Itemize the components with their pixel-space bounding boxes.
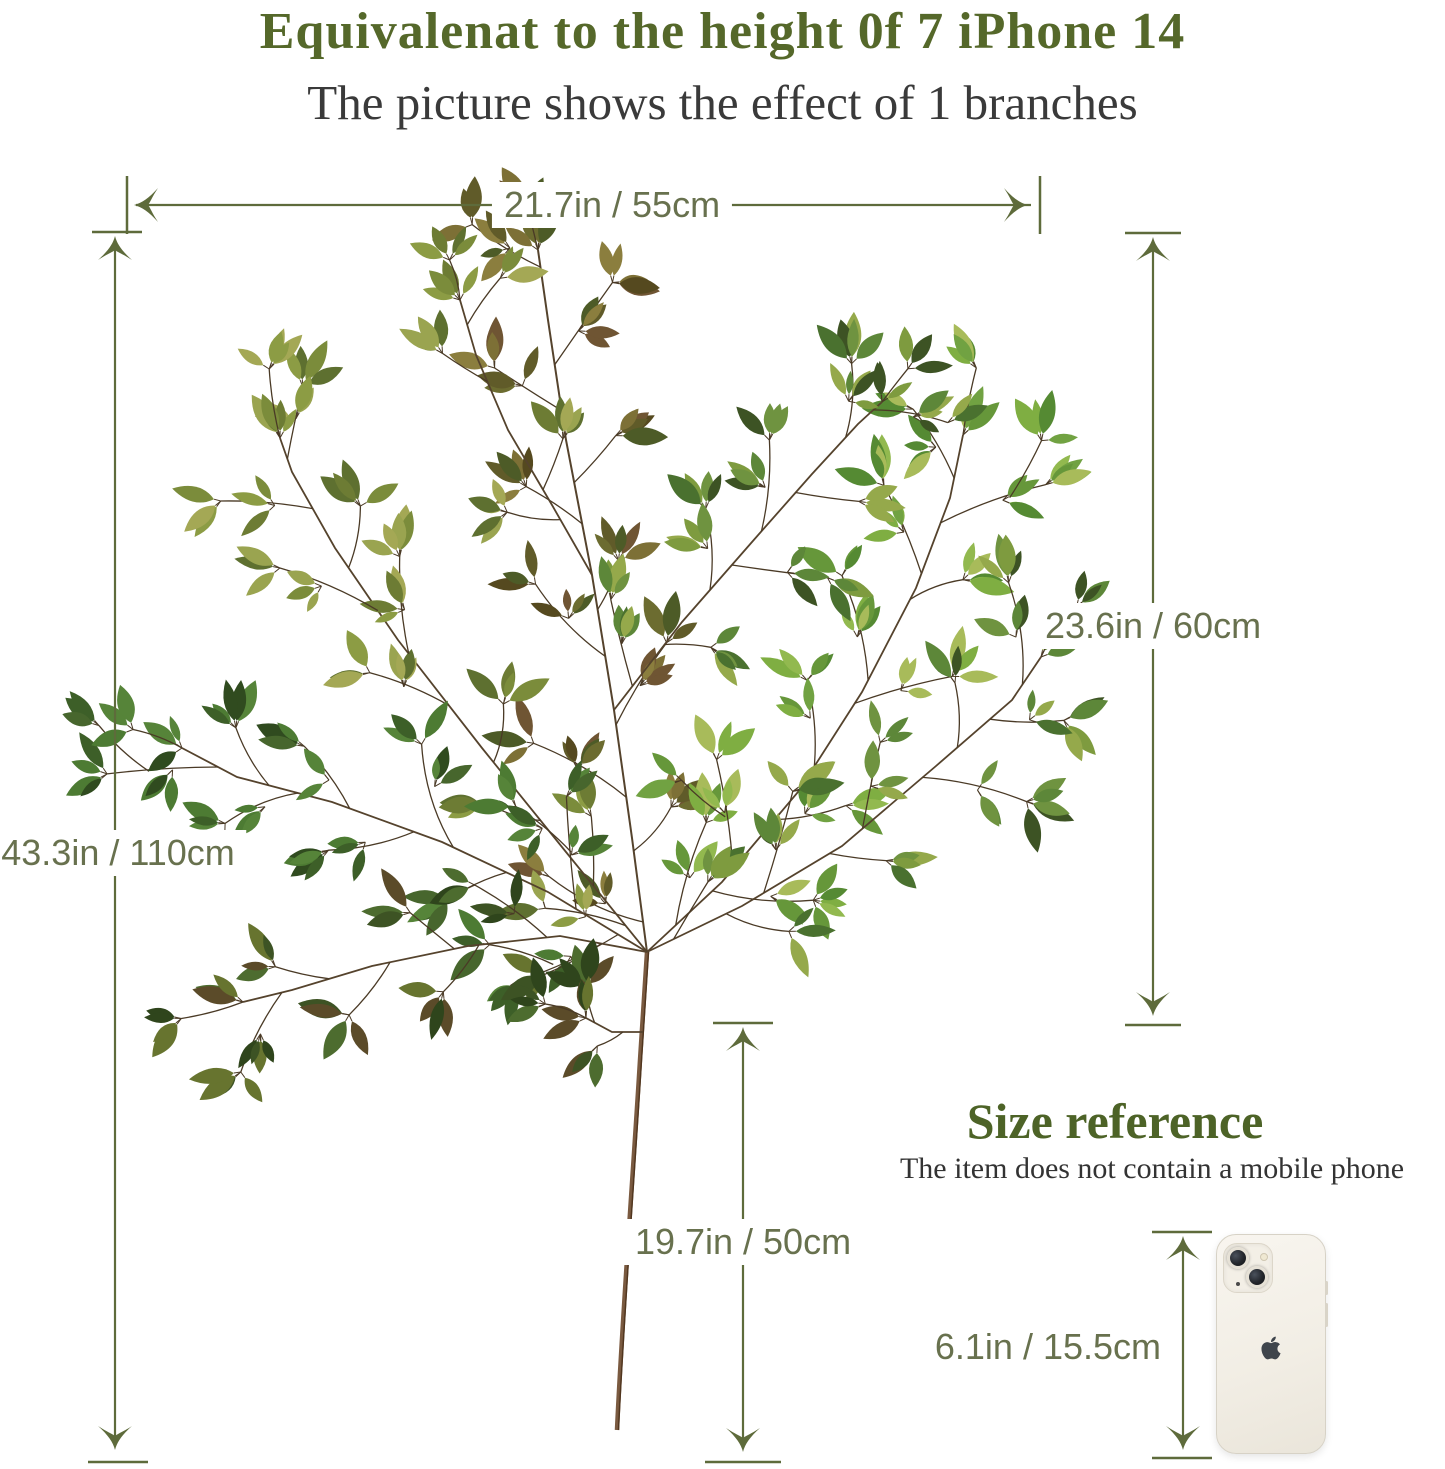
phone-height-measurement-label: 6.1in / 15.5cm (923, 1324, 1173, 1370)
headline: Equivalenat to the height 0f 7 iPhone 14 (259, 3, 1186, 60)
camera-lens-icon (1227, 1247, 1249, 1269)
flash-icon (1260, 1253, 1268, 1261)
apple-logo-icon (1261, 1335, 1281, 1361)
size-reference-heading: Size reference (966, 1093, 1264, 1149)
camera-module (1223, 1243, 1273, 1293)
stem-height-measurement-label: 19.7in / 50cm (623, 1219, 863, 1265)
camera-lens-icon (1246, 1266, 1268, 1288)
width-measurement-label: 21.7in / 55cm (492, 182, 732, 228)
side-button (1325, 1303, 1328, 1327)
plant-branch-illustration (60, 163, 1114, 1430)
total-height-measurement-label: 43.3in / 110cm (0, 830, 247, 876)
subheadline: The picture shows the effect of 1 branches (307, 75, 1138, 130)
size-reference-note: The item does not contain a mobile phone (899, 1152, 1405, 1185)
branch-height-measurement-label: 23.6in / 60cm (1033, 603, 1273, 649)
mic-dot-icon (1236, 1282, 1240, 1286)
iphone-14-image (1216, 1234, 1326, 1454)
side-button (1325, 1281, 1328, 1295)
